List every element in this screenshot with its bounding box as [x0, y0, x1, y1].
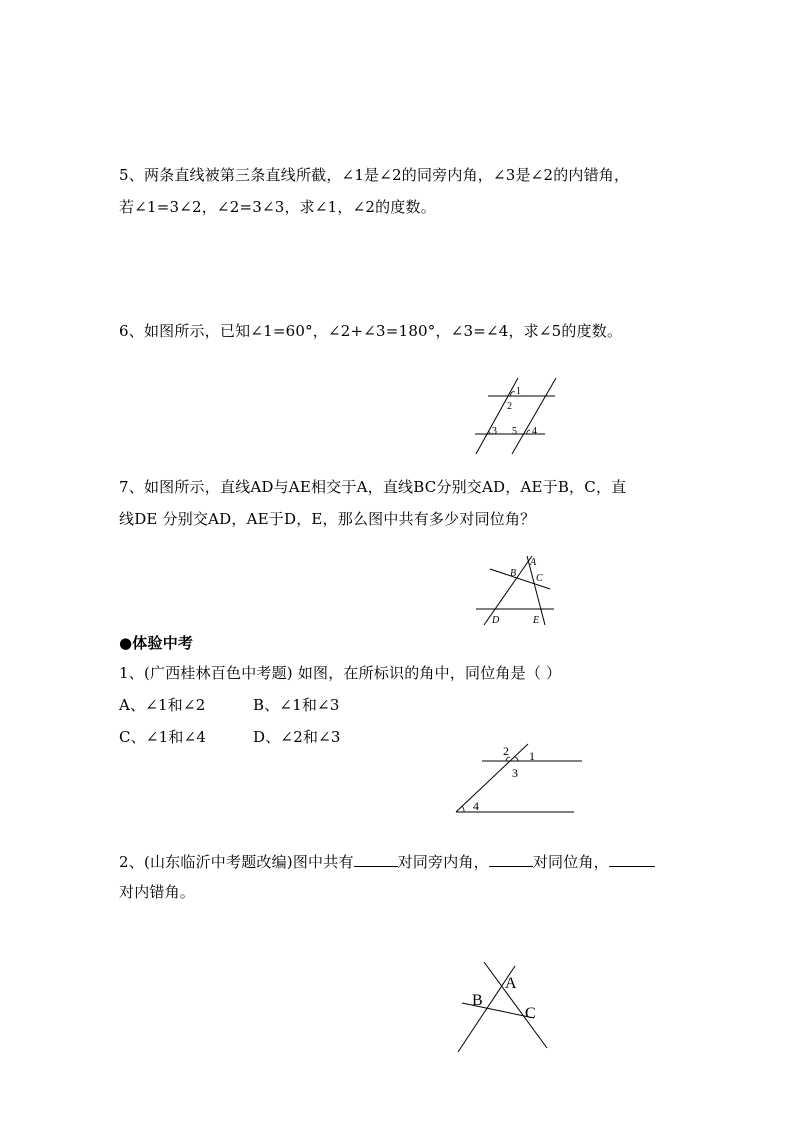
- p2-line-2: 对内错角。: [119, 883, 196, 901]
- q6-label-5: 5: [512, 426, 517, 437]
- q6-line-1: 6、如图所示，已知∠1=60°，∠2+∠3=180°，∠3=∠4，求∠5的度数。: [119, 322, 623, 340]
- p2-figure: [452, 958, 552, 1058]
- p2-text-part3: 对同位角，: [532, 853, 609, 871]
- q7-label-d: D: [492, 615, 500, 626]
- p1-angle-arc: [462, 806, 464, 812]
- q5-line-2: 若∠1=3∠2，∠2=3∠3，求∠1，∠2的度数。: [119, 198, 436, 216]
- q5-line-1: 5、两条直线被第三条直线所截，∠1是∠2的同旁内角，∠3是∠2的内错角，: [119, 166, 630, 184]
- p1-label-2: 2: [503, 744, 509, 758]
- p1-label-1: 1: [529, 749, 535, 763]
- p2-text-part1: 2、(山东临沂中考题改编)图中共有: [119, 853, 354, 871]
- p2-text-part2: 对同旁内角，: [397, 853, 489, 871]
- p2-blank-2[interactable]: [489, 852, 533, 867]
- p1-option-c: C、∠1和∠4: [119, 728, 207, 746]
- p2-line-1: [119, 852, 655, 872]
- q6-label-4: 4: [532, 426, 537, 437]
- p1-label-4: 4: [473, 799, 479, 813]
- p2-blank-3[interactable]: [609, 852, 655, 867]
- p1-option-d: D、∠2和∠3: [253, 728, 341, 746]
- p2-label-a: A: [505, 975, 517, 992]
- q7-figure: [472, 553, 562, 633]
- q6-angle-arc: [511, 392, 515, 396]
- p2-label-b: B: [472, 992, 483, 1009]
- q6-figure: [470, 372, 570, 462]
- q7-label-b: B: [510, 568, 517, 579]
- q6-label-1: 1: [516, 386, 521, 397]
- q7-label-a: A: [530, 557, 537, 568]
- q7-label-e: E: [533, 615, 540, 626]
- p1-option-b: B、∠1和∠3: [253, 696, 340, 714]
- q6-angle-arc: [527, 430, 530, 434]
- p1-angle-arc: [514, 757, 518, 761]
- q7-line-1: 7、如图所示，直线AD与AE相交于A，直线BC分别交AD，AE于B，C，直: [119, 478, 627, 496]
- p1-label-3: 3: [512, 766, 518, 780]
- p2-blank-1[interactable]: [354, 852, 398, 867]
- p1-question: 1、(广西桂林百色中考题) 如图，在所标识的角中，同位角是（ ）: [119, 664, 562, 682]
- p1-figure: [452, 740, 587, 820]
- section-heading: ●体验中考: [119, 634, 194, 652]
- q6-label-2: 2: [507, 401, 512, 412]
- q7-label-c: C: [536, 573, 543, 584]
- q7-line-2: 线DE 分别交AD，AE于D，E，那么图中共有多少对同位角？: [119, 510, 536, 528]
- q6-label-3: 3: [492, 426, 497, 437]
- q6-left-transversal: [476, 378, 518, 454]
- p1-option-a: A、∠1和∠2: [119, 696, 206, 714]
- p2-label-c: C: [525, 1005, 536, 1022]
